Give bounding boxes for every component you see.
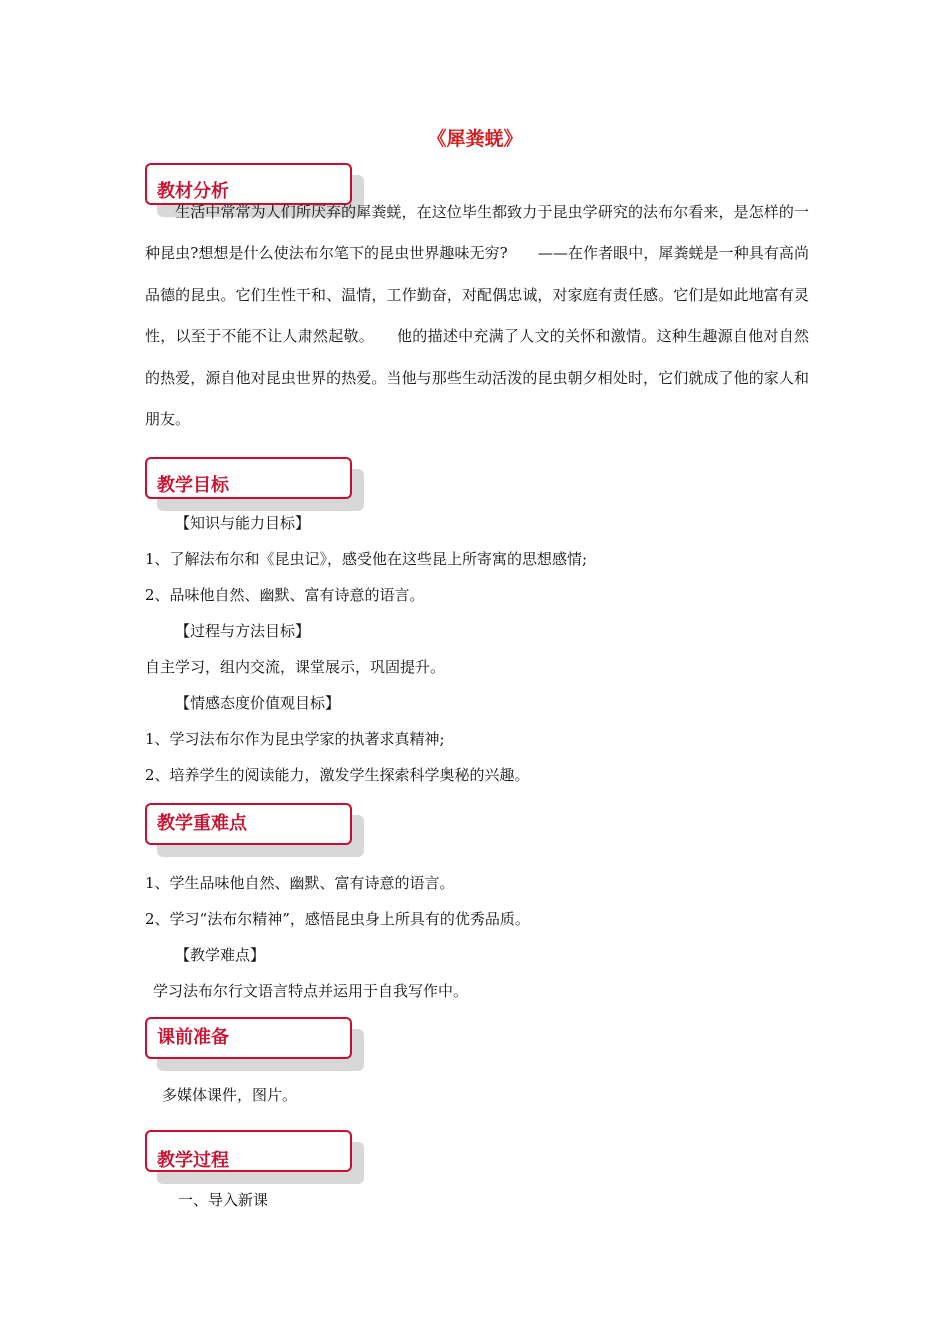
page-title: 《犀粪蜣》 [427, 128, 523, 150]
section-heading-preparation [145, 1017, 352, 1059]
section-heading-process [145, 1130, 352, 1172]
knowledge-goal-1: 1、了解法布尔和《昆虫记》，感受他在这些昆上所寄寓的思想感情; [145, 550, 588, 568]
process-step-1: 一、导入新课 [178, 1191, 269, 1209]
difficulty-heading: 【教学难点】 [175, 946, 266, 964]
heading-label: 教材分析 [157, 181, 229, 202]
analysis-paragraph: 生活中常常为人们所厌弃的犀粪蜣，在这位毕生都致力于昆虫学研究的法布尔看来，是怎样的一种昆虫?想想是什么使法布尔笔下的昆虫世界趣味无穷? ——在作者眼中，犀粪蜣是一种具有高尚品德的昆虫。它们生性干和、温情，工作勤奋，对配偶忠诚，对家庭有责任感。它们是如此地富有灵性，以至于不能不让人肃然起敬。 他的描述中充满了人文的关怀和激情。这种生趣源自他对自然的热爱，源自他对昆虫世界的热爱。当他与那些生动活泼的昆虫朝夕相处时，它们就成了他的家人和朋友。 [145, 203, 809, 429]
preparation-text: 多媒体课件，图片。 [162, 1086, 298, 1104]
process-goal-heading: 【过程与方法目标】 [175, 622, 311, 640]
emotion-goal-1: 1、学习法布尔作为昆虫学家的执著求真精神; [145, 730, 445, 748]
knowledge-goal-heading: 【知识与能力目标】 [175, 514, 311, 532]
key-point-2: 2、学习“法布尔精神”，感悟昆虫身上所具有的优秀品质。 [145, 910, 530, 928]
emotion-goal-2: 2、培养学生的阅读能力，激发学生探索科学奥秘的兴趣。 [145, 766, 530, 784]
section-heading-key-points [145, 803, 352, 845]
heading-label: 教学过程 [157, 1150, 229, 1171]
section-heading-goals [145, 457, 352, 499]
difficulty-1: 学习法布尔行文语言特点并运用于自我写作中。 [153, 982, 469, 1000]
emotion-goal-heading: 【情感态度价值观目标】 [175, 694, 341, 712]
heading-label: 教学目标 [157, 475, 229, 496]
knowledge-goal-2: 2、品味他自然、幽默、富有诗意的语言。 [145, 586, 425, 604]
heading-label: 教学重难点 [157, 813, 247, 834]
key-point-1: 1、学生品味他自然、幽默、富有诗意的语言。 [145, 874, 455, 892]
heading-label: 课前准备 [157, 1027, 229, 1048]
process-goal-1: 自主学习，组内交流，课堂展示，巩固提升。 [145, 658, 446, 676]
